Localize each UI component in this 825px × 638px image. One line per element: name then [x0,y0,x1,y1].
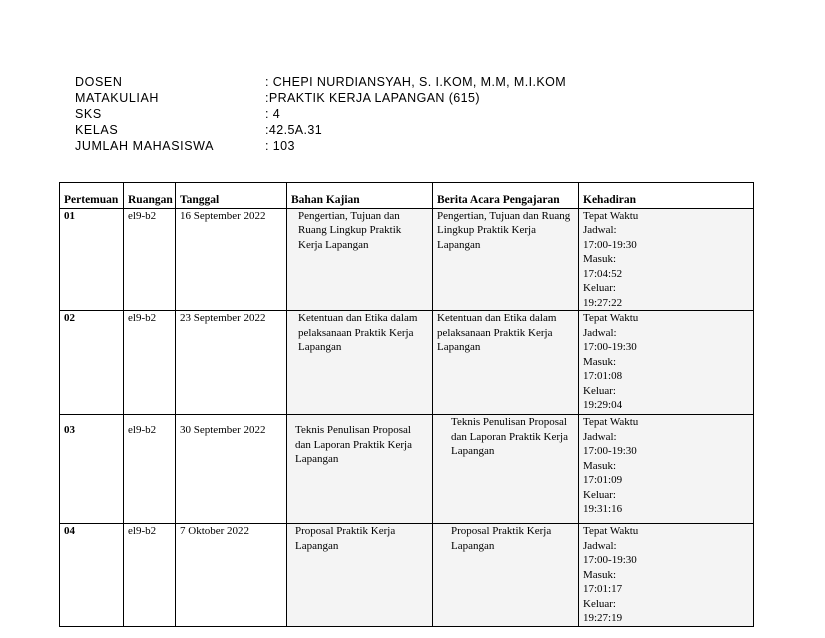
cell-berita-acara: Teknis Penulisan Proposal dan Laporan Praktik Kerja Lapangan [433,415,579,524]
course-info [75,74,566,154]
cell-berita-acara: Proposal Praktik Kerja Lapangan [433,524,579,627]
col-header-bahan-kajian: Bahan Kajian [287,183,433,209]
jadwal-value: 17:00-19:30 [583,554,637,566]
dosen-value: : CHEPI NURDIANSYAH, S. I.KOM, M.M, M.I.KOM [265,75,567,89]
keluar-label: Keluar: [583,282,616,294]
col-header-ruangan: Ruangan [124,183,176,209]
cell-tanggal: 7 Oktober 2022 [176,524,287,627]
col-header-pertemuan: Pertemuan [60,183,124,209]
cell-bahan-kajian: Teknis Penulisan Proposal dan Laporan Praktik Kerja Lapangan [287,415,433,524]
status-text: Tepat Waktu [583,209,639,222]
status-text: Tepat Waktu [583,416,639,428]
kelas-row [75,122,566,138]
cell-pertemuan: 01 [60,208,124,311]
masuk-label: Masuk: [583,568,616,581]
attendance-table [59,182,754,627]
table-row [60,524,754,627]
cell-kehadiran [579,208,754,311]
col-header-berita-acara: Berita Acara Pengajaran [433,183,579,209]
masuk-label: Masuk: [583,253,616,265]
dosen-row [75,74,566,90]
status-text: Tepat Waktu [583,525,639,537]
keluar-label: Keluar: [583,488,616,501]
cell-pertemuan: 02 [60,311,124,415]
sks-value: : 4 [265,107,281,121]
masuk-label: Masuk: [583,355,616,368]
kelas-label: KELAS [75,123,119,137]
masuk-value: 17:01:09 [583,474,623,486]
dosen-label: DOSEN [75,75,123,89]
sks-row [75,106,566,122]
masuk-value: 17:04:52 [583,267,623,280]
cell-berita-acara: Pengertian, Tujuan dan Ruang Lingkup Praktik Kerja Lapangan [433,208,579,311]
col-header-tanggal: Tanggal [176,183,287,209]
cell-kehadiran [579,311,754,415]
cell-pertemuan: 03 [60,415,124,524]
jumlah-row [75,138,566,154]
matakuliah-label: MATAKULIAH [75,91,160,105]
jadwal-value: 17:00-19:30 [583,238,637,251]
table-header-row [60,183,754,209]
sks-label: SKS [75,107,102,121]
col-header-kehadiran: Kehadiran [579,183,754,209]
table-row [60,208,754,311]
jadwal-label: Jadwal: [583,430,617,443]
cell-ruangan: el9-b2 [124,208,176,311]
masuk-label: Masuk: [583,459,616,472]
keluar-value: 19:29:04 [583,399,623,411]
jadwal-label: Jadwal: [583,539,617,552]
cell-pertemuan: 04 [60,524,124,627]
cell-kehadiran [579,524,754,627]
keluar-value: 19:31:16 [583,503,623,515]
status-text: Tepat Waktu [583,312,639,324]
keluar-value: 19:27:19 [583,612,623,624]
jadwal-label: Jadwal: [583,326,617,339]
jumlah-label: JUMLAH MAHASISWA [75,139,215,153]
cell-ruangan: el9-b2 [124,524,176,627]
jadwal-value: 17:00-19:30 [583,341,637,353]
cell-bahan-kajian: Proposal Praktik Kerja Lapangan [287,524,433,627]
cell-tanggal: 16 September 2022 [176,208,287,311]
cell-ruangan: el9-b2 [124,415,176,524]
keluar-value: 19:27:22 [583,296,623,309]
table-row [60,415,754,524]
masuk-value: 17:01:08 [583,370,623,382]
cell-tanggal: 30 September 2022 [176,415,287,524]
kelas-value: :42.5A.31 [265,123,323,137]
cell-bahan-kajian: Pengertian, Tujuan dan Ruang Lingkup Praktik Kerja Lapangan [287,208,433,311]
cell-berita-acara: Ketentuan dan Etika dalam pelaksanaan Praktik Kerja Lapangan [433,311,579,415]
jadwal-value: 17:00-19:30 [583,445,637,457]
jumlah-value: : 103 [265,139,295,153]
cell-ruangan: el9-b2 [124,311,176,415]
masuk-value: 17:01:17 [583,583,623,595]
matakuliah-value: :PRAKTIK KERJA LAPANGAN (615) [265,91,480,105]
cell-bahan-kajian: Ketentuan dan Etika dalam pelaksanaan Praktik Kerja Lapangan [287,311,433,415]
keluar-label: Keluar: [583,384,616,397]
jadwal-label: Jadwal: [583,224,617,236]
cell-tanggal: 23 September 2022 [176,311,287,415]
keluar-label: Keluar: [583,597,616,610]
cell-kehadiran [579,415,754,524]
table-row [60,311,754,415]
matakuliah-row [75,90,566,106]
